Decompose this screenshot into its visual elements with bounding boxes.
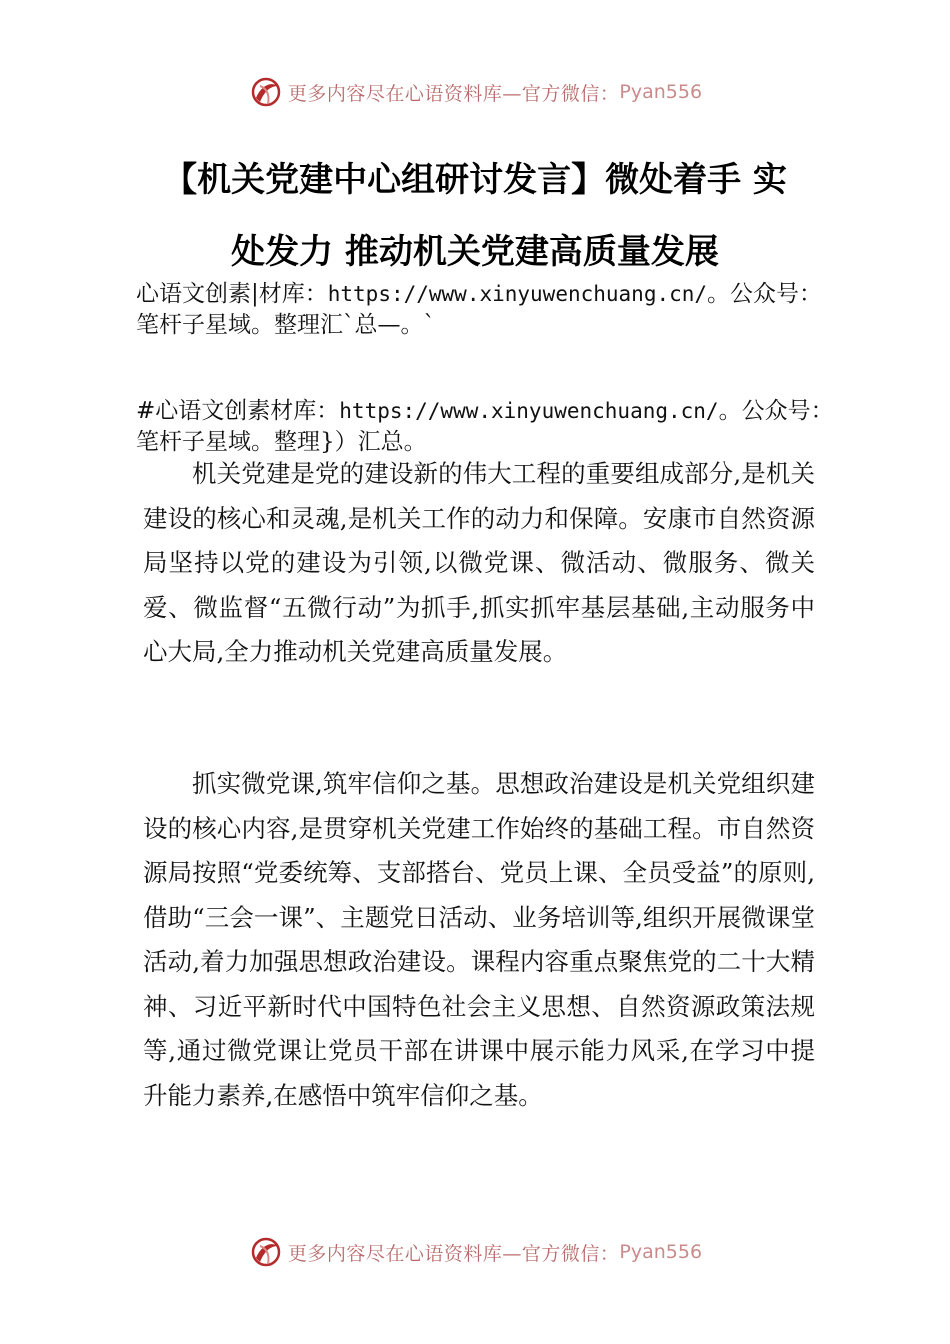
banner-text: 更多内容尽在心语资料库—官方微信：: [287, 82, 620, 105]
banner-wechat-id: Pyan556: [619, 1241, 703, 1263]
source-note-2: [136, 396, 836, 458]
source-note-1-prefix: 心语文创素|材库：: [136, 281, 328, 307]
red-swirl-logo-icon: [248, 74, 284, 110]
body-paragraph-1: 机关党建是党的建设新的伟大工程的重要组成部分,是机关建设的核心和灵魂,是机关工作的动力和保障。安康市自然资源局坚持以党的建设为引领,以微党课、微活动、微服务、微关爱、微监督“五微行动”为抓手,抓实抓牢基层基础,主动服务中心大局,全力推动机关党建高质量发展。: [143, 459, 815, 666]
page-title-line-1: 【机关党建中心组研讨发言】微处着手 实: [163, 160, 787, 200]
source-note-2-url: https://www.xinyuwenchuang.cn/: [339, 399, 719, 423]
source-note-2-suffix: 。公众号：笔杆子星域。整理}）汇总。: [136, 398, 834, 455]
banner-text: 更多内容尽在心语资料库—官方微信：: [287, 1242, 620, 1265]
red-swirl-logo-icon: [248, 1234, 284, 1270]
header-banner: [0, 70, 950, 114]
banner-wechat-id: Pyan556: [619, 81, 703, 103]
source-note-1: [136, 279, 836, 341]
source-note-1-suffix: 。公众号：笔杆子星域。整理汇`总—。`: [136, 281, 823, 338]
footer-banner: [0, 1230, 950, 1274]
page-title-line-2: 处发力 推动机关党建高质量发展: [231, 232, 719, 272]
source-note-2-prefix: #心语文创素材库：: [136, 398, 340, 424]
source-note-1-url: https://www.xinyuwenchuang.cn/: [327, 282, 708, 306]
body-paragraph-2: 抓实微党课,筑牢信仰之基。思想政治建设是机关党组织建设的核心内容,是贯穿机关党建工作始终的基础工程。市自然资源局按照“党委统筹、支部搭台、党员上课、全员受益”的原则,借助“三会一课”、主题党日活动、业务培训等,组织开展微课堂活动,着力加强思想政治建设。课程内容重点聚焦党的二十大精神、习近平新时代中国特色社会主义思想、自然资源政策法规等,通过微党课让党员干部在讲课中展示能力风采,在学习中提升能力素养,在感悟中筑牢信仰之基。: [143, 769, 815, 1110]
